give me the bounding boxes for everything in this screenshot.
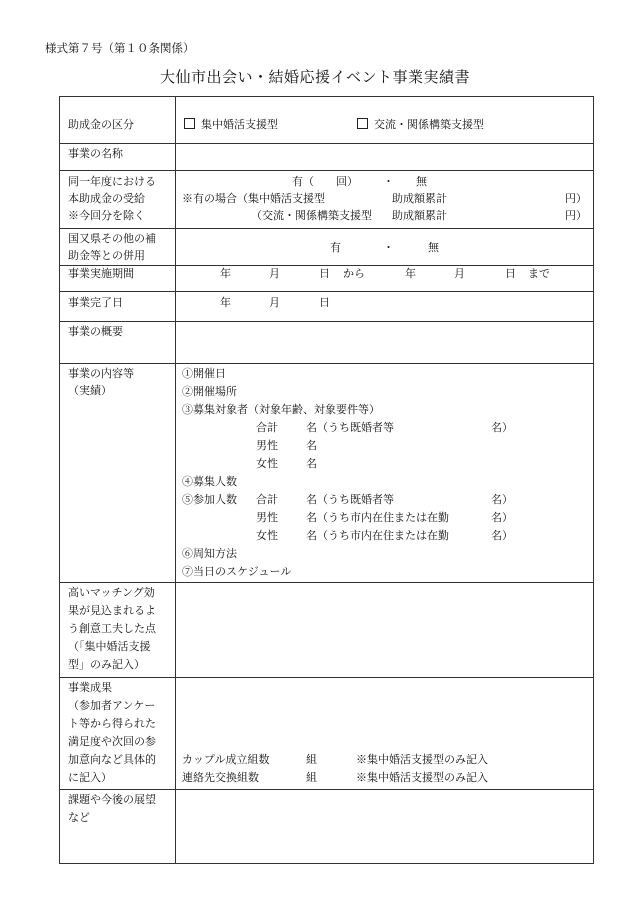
option-exchange[interactable]: 交流・関係構築支援型 bbox=[357, 116, 484, 134]
period-year-1: 年 bbox=[220, 267, 231, 280]
option-concentrated[interactable]: 集中婚活支援型 bbox=[184, 116, 278, 134]
column-divider bbox=[175, 97, 176, 863]
contacts-note: ※集中婚活支援型のみ記入 bbox=[356, 771, 488, 784]
event-place-label: ②開催場所 bbox=[182, 385, 237, 398]
results-label-6: に記入） bbox=[68, 771, 112, 784]
document-title: 大仙市出会い・結婚応援イベント事業実績書 bbox=[159, 68, 470, 86]
contacts-unit: 組 bbox=[306, 771, 317, 784]
checkbox-icon[interactable] bbox=[357, 118, 368, 129]
period-until: まで bbox=[528, 267, 550, 280]
matching-label-2: 果が見込まれるよ bbox=[68, 604, 156, 617]
report-form-table bbox=[59, 96, 594, 864]
same-year-sep: ・ bbox=[383, 175, 394, 188]
participants-female-unit: 名（うち市内在住または在勤 bbox=[306, 529, 449, 542]
participants-total-label: 合計 bbox=[256, 493, 278, 506]
completion-day: 日 bbox=[319, 296, 330, 309]
couples-note: ※集中婚活支援型のみ記入 bbox=[356, 753, 488, 766]
results-label-5: 加意向など具体的 bbox=[68, 753, 156, 766]
same-year-label-3: ※今回分を除く bbox=[68, 209, 145, 222]
other-aid-label-1: 国又県その他の補 bbox=[68, 232, 156, 245]
exchange-yen: 円） bbox=[565, 209, 587, 222]
period-day-1: 日 bbox=[319, 267, 330, 280]
issues-label-1: 課題や今後の展望 bbox=[68, 793, 156, 806]
issues-label-2: など bbox=[68, 811, 90, 824]
other-aid-sep: ・ bbox=[383, 241, 394, 254]
same-year-no: 無 bbox=[416, 175, 427, 188]
row-divider bbox=[60, 228, 593, 229]
row-divider bbox=[60, 582, 593, 583]
contacts-label: 連絡先交換組数 bbox=[182, 771, 259, 784]
project-name-label: 事業の名称 bbox=[68, 147, 123, 160]
form-number: 様式第７号（第１０条関係） bbox=[45, 41, 195, 55]
row-divider bbox=[60, 321, 593, 322]
period-from: から bbox=[343, 267, 365, 280]
results-label-4: 満足度や次回の参 bbox=[68, 735, 156, 748]
participants-total-unit: 名（うち既婚者等 bbox=[306, 493, 394, 506]
notice-method-label: ⑥周知方法 bbox=[182, 547, 237, 560]
participants-total-close: 名） bbox=[491, 493, 513, 506]
period-month-1: 月 bbox=[269, 267, 280, 280]
other-aid-no: 無 bbox=[428, 241, 439, 254]
same-year-label-2: 本助成金の受給 bbox=[68, 192, 145, 205]
row-divider bbox=[60, 363, 593, 364]
exchange-total-label: （交流・関係構築支援型 bbox=[251, 209, 372, 222]
target-female-label: 女性 bbox=[256, 457, 278, 470]
completion-month: 月 bbox=[269, 296, 280, 309]
participants-male-unit: 名（うち市内在住または在勤 bbox=[306, 511, 449, 524]
same-year-label-1: 同一年度における bbox=[68, 175, 156, 188]
period-month-2: 月 bbox=[454, 267, 465, 280]
target-female-unit: 名 bbox=[306, 457, 317, 470]
recruit-count-label: ④募集人数 bbox=[182, 475, 237, 488]
target-male-label: 男性 bbox=[256, 439, 278, 452]
couples-unit: 組 bbox=[306, 753, 317, 766]
results-label-2: （参加者アンケー bbox=[68, 699, 156, 712]
matching-label-3: う創意工夫した点 bbox=[68, 622, 156, 635]
concentrated-total-label: ※有の場合（集中婚活支援型 bbox=[182, 192, 325, 205]
row-divider bbox=[60, 291, 593, 292]
target-male-unit: 名 bbox=[306, 439, 317, 452]
completion-year: 年 bbox=[220, 296, 231, 309]
other-aid-yes: 有 bbox=[330, 241, 341, 254]
event-date-label: ①開催日 bbox=[182, 367, 226, 380]
subsidy-type-label: 助成金の区分 bbox=[68, 118, 134, 131]
target-total-close: 名） bbox=[491, 421, 513, 434]
participants-male-close: 名） bbox=[491, 511, 513, 524]
couples-label: カップル成立組数 bbox=[182, 753, 270, 766]
exchange-amount-label: 助成額累計 bbox=[392, 209, 447, 222]
matching-label-1: 高いマッチング効 bbox=[68, 586, 155, 599]
matching-label-5: 型」のみ記入） bbox=[68, 658, 145, 671]
period-day-2: 日 bbox=[505, 267, 516, 280]
results-label-1: 事業成果 bbox=[68, 681, 112, 694]
results-label-3: ト等から得られた bbox=[68, 717, 156, 730]
participants-female-label: 女性 bbox=[256, 529, 278, 542]
checkbox-icon[interactable] bbox=[184, 118, 195, 129]
concentrated-amount-label: 助成額累計 bbox=[392, 192, 447, 205]
other-aid-label-2: 助金等との併用 bbox=[68, 249, 145, 262]
participants-female-close: 名） bbox=[491, 529, 513, 542]
row-divider bbox=[60, 143, 593, 144]
concentrated-yen: 円） bbox=[565, 192, 587, 205]
period-year-2: 年 bbox=[405, 267, 416, 280]
row-divider bbox=[60, 677, 593, 678]
content-label-1: 事業の内容等 bbox=[68, 367, 134, 380]
target-total-label: 合計 bbox=[256, 421, 278, 434]
content-label-2: （実績） bbox=[68, 384, 112, 397]
row-divider bbox=[60, 789, 593, 790]
participants-label: ⑤参加人数 bbox=[182, 493, 237, 506]
overview-label: 事業の概要 bbox=[68, 325, 123, 338]
matching-label-4: （「集中婚活支援 bbox=[68, 640, 151, 653]
target-total-unit: 名（うち既婚者等 bbox=[306, 421, 394, 434]
row-divider bbox=[60, 170, 593, 171]
same-year-yes: 有（ 回） bbox=[292, 175, 358, 188]
completion-label: 事業完了日 bbox=[68, 296, 123, 309]
schedule-label: ⑦当日のスケジュール bbox=[182, 565, 292, 578]
target-label: ③募集対象者（対象年齢、対象要件等） bbox=[182, 403, 380, 416]
participants-male-label: 男性 bbox=[256, 511, 278, 524]
period-label: 事業実施期間 bbox=[68, 267, 134, 280]
